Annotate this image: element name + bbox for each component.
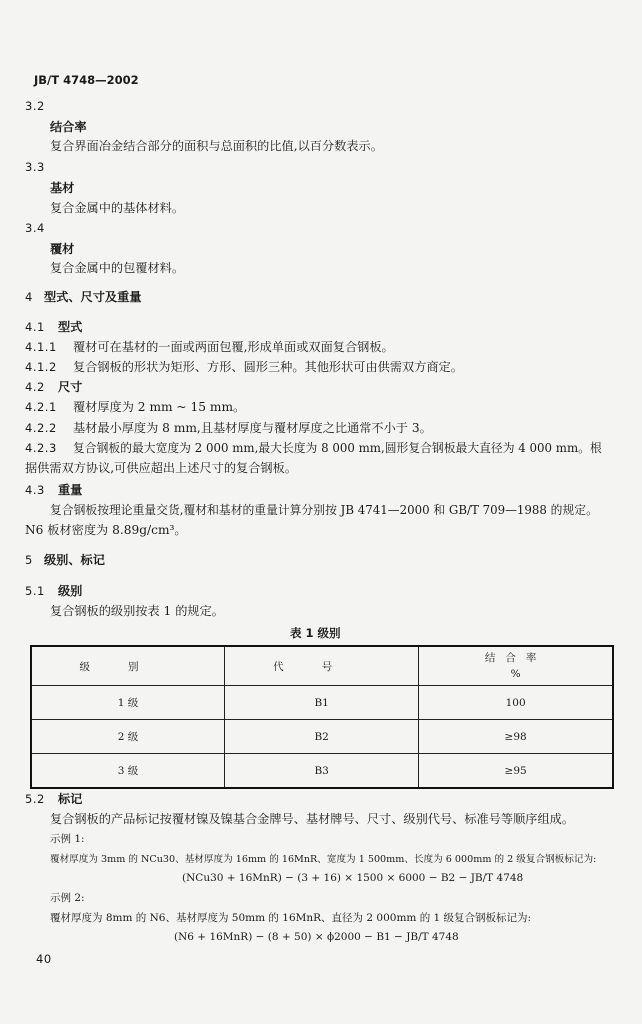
definition-base-material: 复合金属中的基体材料。 bbox=[50, 201, 185, 215]
clause-title-4-3: 重量 bbox=[58, 483, 83, 497]
clause-title-5-1: 级别 bbox=[58, 584, 83, 598]
clause-text-5-1: 复合钢板的级别按表 1 的规定。 bbox=[50, 604, 224, 618]
cell-code: B3 bbox=[225, 754, 419, 789]
clause-text-4-3-line2: N6 板材密度为 8.89g/cm³。 bbox=[25, 523, 187, 537]
cell-rate: ≥98 bbox=[419, 720, 613, 754]
clause-number-4-2-2: 4.2.2 bbox=[25, 421, 57, 435]
clause-number-5-2: 5.2 bbox=[25, 792, 45, 806]
clause-number-5-1: 5.1 bbox=[25, 584, 45, 598]
clause-text-4-2-3-line2: 据供需双方协议,可供应超出上述尺寸的复合钢板。 bbox=[25, 461, 297, 475]
standard-code-header: JB/T 4748—2002 bbox=[34, 73, 139, 87]
term-bonding-rate: 结合率 bbox=[50, 120, 87, 134]
clause-number-4-2: 4.2 bbox=[25, 380, 45, 394]
cell-rate: 100 bbox=[419, 686, 613, 720]
example2-text: 覆材厚度为 8mm 的 N6、基材厚度为 50mm 的 16MnR、直径为 2 000mm 的 1 级复合钢板标记为: bbox=[50, 912, 532, 924]
table-caption: 表 1 级别 bbox=[290, 626, 341, 640]
clause-number-4-3: 4.3 bbox=[25, 483, 45, 497]
table-row bbox=[31, 686, 613, 720]
cell-code: B2 bbox=[225, 720, 419, 754]
clause-text-4-2-1: 覆材厚度为 2 mm ~ 15 mm。 bbox=[73, 400, 246, 414]
clause-text-4-1-2: 复合钢板的形状为矩形、方形、圆形三种。其他形状可由供需双方商定。 bbox=[73, 360, 463, 374]
clause-number-3-4: 3.4 bbox=[25, 221, 45, 235]
page-number: 40 bbox=[36, 952, 52, 966]
clause-number-3-3: 3.3 bbox=[25, 160, 45, 174]
clause-text-4-2-2: 基材最小厚度为 8 mm,且基材厚度与覆材厚度之比通常不小于 3。 bbox=[73, 421, 432, 435]
cell-grade: 1 级 bbox=[31, 686, 225, 720]
clause-title-4-2: 尺寸 bbox=[58, 380, 83, 394]
clause-text-4-3-line1: 复合钢板按理论重量交货,覆材和基材的重量计算分别按 JB 4741—2000 和 GB/T 709—1988 的规定。 bbox=[50, 503, 598, 517]
clause-title-4-1: 型式 bbox=[58, 320, 83, 334]
clause-number-4-1: 4.1 bbox=[25, 320, 45, 334]
clause-text-4-2-3-line1: 复合钢板的最大宽度为 2 000 mm,最大长度为 8 000 mm,圆形复合钢板最大直径为 4 000 mm。根 bbox=[73, 441, 602, 455]
example1-formula: (NCu30 + 16MnR) − (3 + 16) × 1500 × 6000 − B2 − JB/T 4748 bbox=[182, 872, 524, 884]
clause-number-4-2-3: 4.2.3 bbox=[25, 441, 57, 455]
section-number-4: 4 bbox=[25, 290, 33, 304]
section-number-5: 5 bbox=[25, 553, 33, 567]
table-row bbox=[31, 754, 613, 789]
section-title-4: 型式、尺寸及重量 bbox=[44, 290, 142, 304]
term-cladding-material: 覆材 bbox=[50, 242, 75, 256]
clause-number-3-2: 3.2 bbox=[25, 99, 45, 113]
table-row bbox=[31, 720, 613, 754]
section-title-5: 级别、标记 bbox=[44, 553, 105, 567]
header-code: 代号 bbox=[225, 646, 419, 686]
definition-bonding-rate: 复合界面冶金结合部分的面积与总面积的比值,以百分数表示。 bbox=[50, 139, 383, 153]
example2-formula: (N6 + 16MnR) − (8 + 50) × ϕ2000 − B1 − JB/T 4748 bbox=[174, 931, 459, 943]
clause-text-4-1-1: 覆材可在基材的一面或两面包覆,形成单面或双面复合钢板。 bbox=[73, 340, 394, 354]
definition-cladding-material: 复合金属中的包覆材料。 bbox=[50, 261, 185, 275]
example1-label: 示例 1: bbox=[50, 833, 85, 845]
cell-grade: 3 级 bbox=[31, 754, 225, 789]
cell-code: B1 bbox=[225, 686, 419, 720]
example2-label: 示例 2: bbox=[50, 892, 85, 904]
term-base-material: 基材 bbox=[50, 181, 75, 195]
grade-table bbox=[30, 645, 614, 789]
cell-rate: ≥95 bbox=[419, 754, 613, 789]
header-grade: 级别 bbox=[31, 646, 225, 686]
clause-number-4-1-1: 4.1.1 bbox=[25, 340, 57, 354]
clause-title-5-2: 标记 bbox=[58, 792, 83, 806]
clause-number-4-2-1: 4.2.1 bbox=[25, 400, 57, 414]
example1-text: 覆材厚度为 3mm 的 NCu30、基材厚度为 16mm 的 16MnR、宽度为 1 500mm、长度为 6 000mm 的 2 级复合钢板标记为: bbox=[50, 854, 597, 865]
table-header-row bbox=[31, 646, 613, 686]
cell-grade: 2 级 bbox=[31, 720, 225, 754]
clause-text-5-2: 复合钢板的产品标记按覆材镍及镍基合金牌号、基材牌号、尺寸、级别代号、标准号等顺序组成。 bbox=[50, 812, 575, 826]
header-rate: 结合率 % bbox=[419, 646, 613, 686]
clause-number-4-1-2: 4.1.2 bbox=[25, 360, 57, 374]
